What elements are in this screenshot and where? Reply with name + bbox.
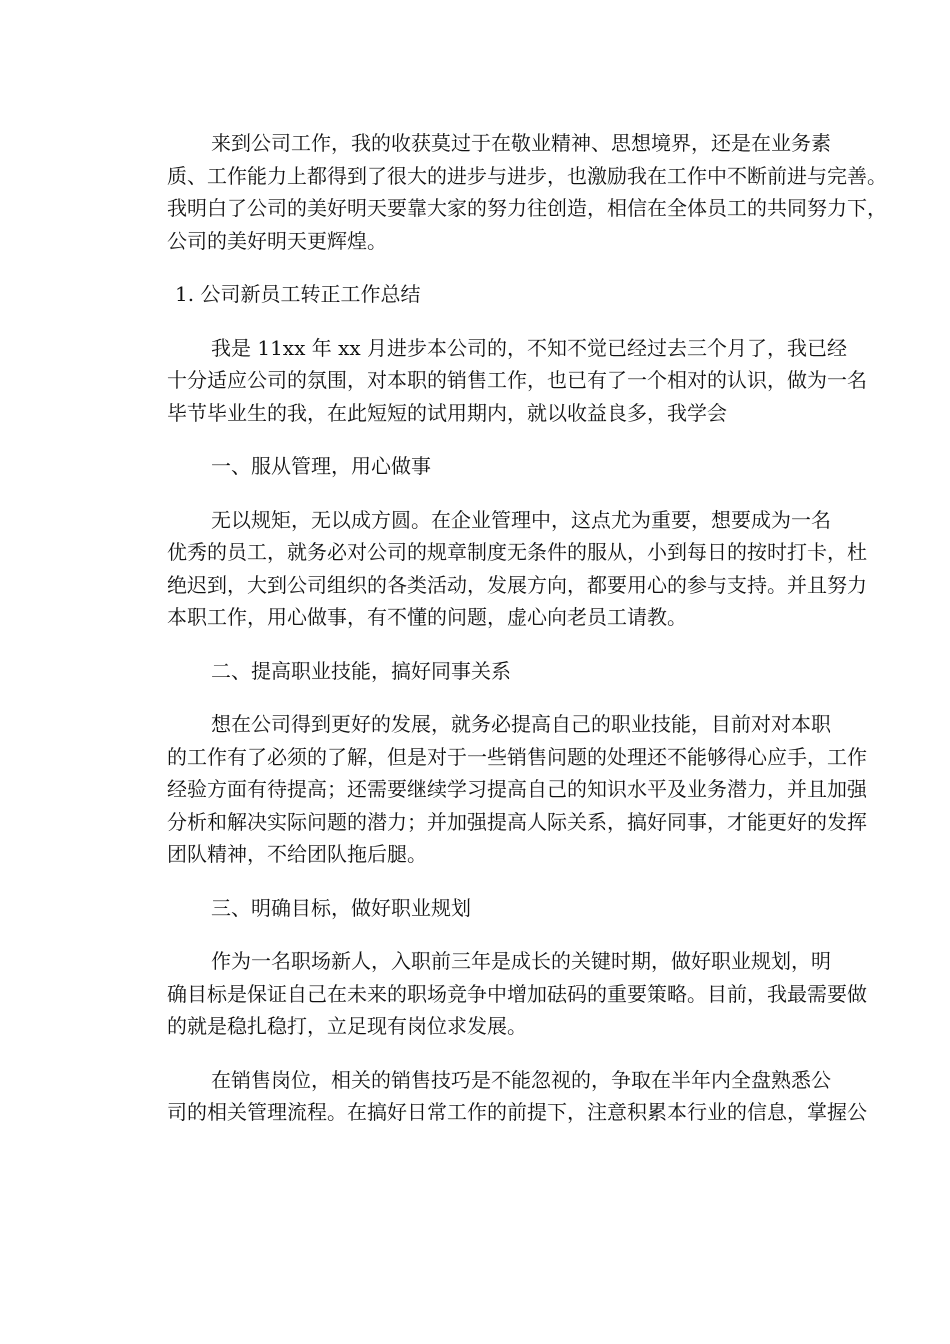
text-line: 团队精神，不给团队拖后腿。	[167, 842, 427, 866]
text-line: 来到公司工作，我的收获莫过于在敬业精神、思想境界，还是在业务素	[211, 131, 831, 155]
text-line: 的就是稳扎稳打，立足现有岗位求发展。	[167, 1014, 527, 1038]
text-line: 无以规矩，无以成方圆。在企业管理中，这点尤为重要，想要成为一名	[211, 507, 831, 532]
text-line: 我是 11xx 年 xx 月进步本公司的，不知不觉已经过去三个月了，我已经	[211, 335, 847, 360]
text-line: 的工作有了必须的了解，但是对于一些销售问题的处理还不能够得心应手，工作	[167, 744, 867, 769]
section-title: 1. 公司新员工转正工作总结	[175, 282, 421, 306]
section-heading-3: 三、明确目标，做好职业规划	[211, 895, 471, 920]
paragraph-sales	[167, 1064, 867, 1129]
section-heading-1: 一、服从管理，用心做事	[211, 454, 431, 478]
text-line: 绝迟到，大到公司组织的各类活动，发展方向，都要用心的参与支持。并且努力	[167, 572, 867, 597]
text-line: 优秀的员工，就务必对公司的规章制度无条件的服从，小到每日的按时打卡，杜	[167, 540, 867, 564]
text-line: 分析和解决实际问题的潜力；并加强提高人际关系，搞好同事，才能更好的发挥	[167, 809, 867, 834]
paragraph-summary-intro	[167, 332, 867, 430]
text-line: 司的相关管理流程。在搞好日常工作的前提下，注意积累本行业的信息，掌握公	[167, 1100, 867, 1124]
document-page	[167, 127, 887, 1129]
paragraph-management	[167, 504, 867, 634]
paragraph-skills	[167, 708, 867, 871]
text-line: 毕节毕业生的我，在此短短的试用期内，就以收益良多，我学会	[167, 400, 727, 425]
text-line: 想在公司得到更好的发展，就务必提高自己的职业技能，目前对对本职	[211, 712, 831, 736]
paragraph-goals	[167, 945, 867, 1043]
text-line: 公司的美好明天更辉煌。	[167, 228, 387, 253]
text-line: 作为一名职场新人，入职前三年是成长的关键时期，做好职业规划，明	[211, 949, 831, 973]
section-heading-2: 二、提高职业技能，搞好同事关系	[211, 658, 511, 683]
text-line: 质、工作能力上都得到了很大的进步与进步，也激励我在工作中不断前进与完善。	[167, 163, 887, 188]
text-line: 在销售岗位，相关的销售技巧是不能忽视的，争取在半年内全盘熟悉公	[211, 1067, 831, 1092]
paragraph-intro	[167, 127, 887, 257]
text-line: 我明白了公司的美好明天要靠大家的努力往创造，相信在全体员工的共同努力下，	[167, 196, 887, 220]
text-line: 本职工作，用心做事，有不懂的问题，虚心向老员工请教。	[167, 605, 687, 629]
text-line: 十分适应公司的氛围，对本职的销售工作，也已有了一个相对的认识，做为一名	[167, 368, 867, 392]
text-line: 经验方面有待提高；还需要继续学习提高自己的知识水平及业务潜力，并且加强	[167, 777, 867, 801]
text-line: 确目标是保证自己在未来的职场竞争中增加砝码的重要策略。目前，我最需要做	[167, 981, 867, 1006]
